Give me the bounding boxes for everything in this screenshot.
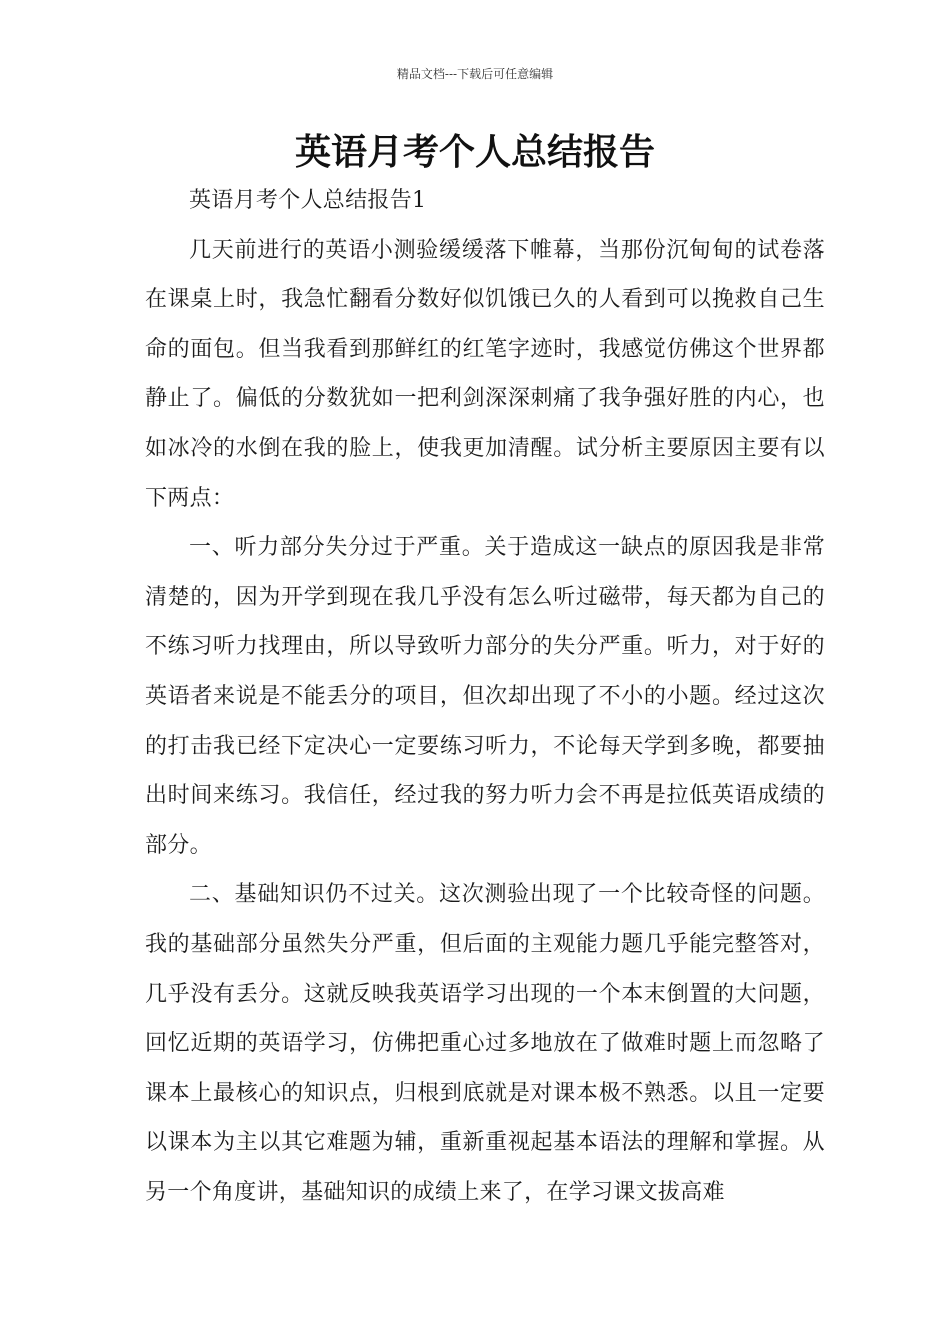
body-paragraph: 一、听力部分失分过于严重。关于造成这一缺点的原因我是非常清楚的，因为开学到现在我几乎没有怎么听过磁带，每天都为自己的不练习听力找理由，所以导致听力部分的失分严重。听力，对于好的英语者来说是不能丢分的项目，但次却出现了不小的小题。经过这次的打击我已经下定决心一定要练习听力，不论每天学到多晚，都要抽出时间来练习。我信任，经过我的努力听力会不再是拉低英语成绩的部分。 bbox=[145, 535, 825, 858]
body-paragraph: 几天前进行的英语小测验缓缓落下帷幕，当那份沉甸甸的试卷落在课桌上时，我急忙翻看分数好似饥饿已久的人看到可以挽救自己生命的面包。但当我看到那鲜红的红笔字迹时，我感觉仿佛这个世界都静止了。偏低的分数犹如一把利剑深深刺痛了我争强好胜的内心，也如冰冷的水倒在我的脸上，使我更加清醒。试分析主要原因主要有以下两点： bbox=[145, 237, 825, 511]
document-title: 英语月考个人总结报告 bbox=[294, 131, 655, 173]
document-body bbox=[145, 176, 825, 1217]
section-subtitle: 英语月考个人总结报告1 bbox=[189, 188, 427, 213]
page-header: 精品文档---下载后可任意编辑 bbox=[396, 67, 554, 81]
body-paragraph: 二、基础知识仍不过关。这次测验出现了一个比较奇怪的问题。我的基础部分虽然失分严重，但后面的主观能力题几乎能完整答对，几乎没有丢分。这就反映我英语学习出现的一个本末倒置的大问题，回忆近期的英语学习，仿佛把重心过多地放在了做难时题上而忽略了课本上最核心的知识点，归根到底就是对课本极不熟悉。以且一定要以课本为主以其它难题为辅，重新重视起基本语法的理解和掌握。从另一个角度讲，基础知识的成绩上来了，在学习课文拔高难 bbox=[145, 882, 825, 1205]
